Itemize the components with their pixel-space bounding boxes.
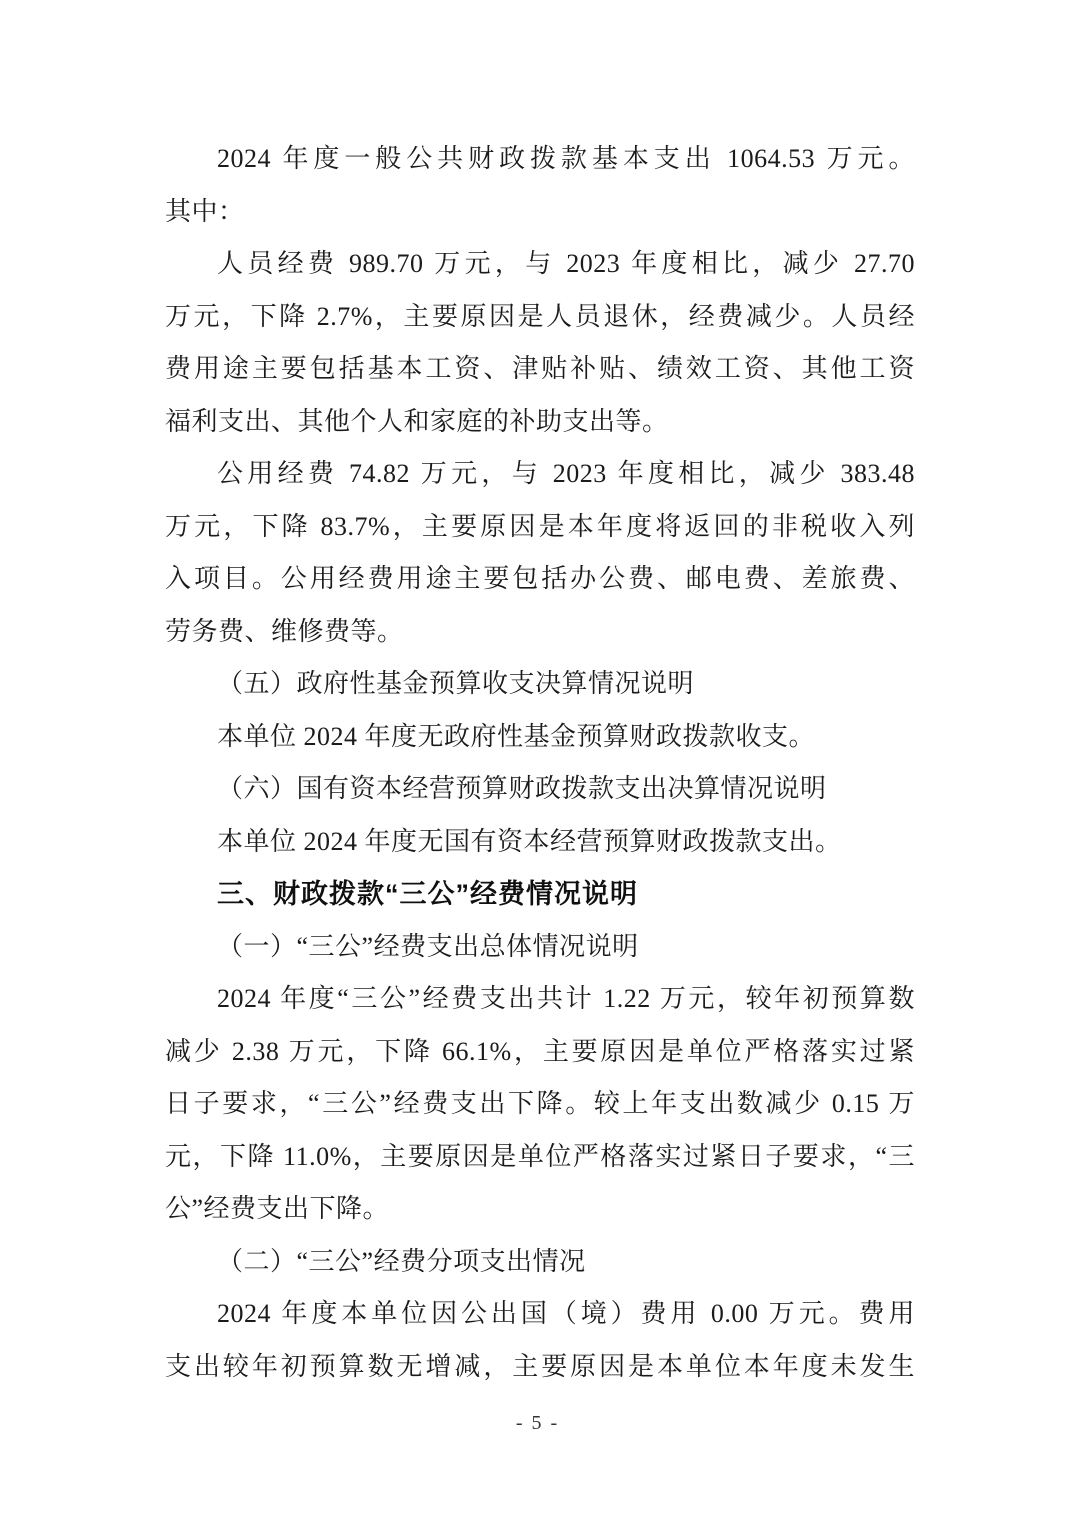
paragraph-line: 本单位 2024 年度无国有资本经营预算财政拨款支出。	[217, 826, 842, 856]
paragraph-line: 万元，下降 83.7%，主要原因是本年度将返回的非税收入列	[165, 511, 915, 541]
document-body	[165, 133, 915, 1393]
paragraph-line: 日子要求，“三公”经费支出下降。较上年支出数减少 0.15 万	[165, 1089, 915, 1118]
paragraph-line: 劳务费、维修费等。	[165, 616, 404, 646]
section-heading-3: 三、财政拨款“三公”经费情况说明	[217, 879, 638, 909]
subsection-heading-2: （二）“三公”经费分项支出情况	[217, 1246, 586, 1276]
paragraph-line: 福利支出、其他个人和家庭的补助支出等。	[165, 406, 669, 436]
paragraph-line: 本单位 2024 年度无政府性基金预算财政拨款收支。	[217, 721, 816, 751]
subsection-heading-6: （六）国有资本经营预算财政拨款支出决算情况说明	[217, 774, 827, 803]
paragraph-line: 2024 年度一般公共财政拨款基本支出 1064.53 万元。	[217, 144, 915, 173]
paragraph-line: 元，下降 11.0%，主要原因是单位严格落实过紧日子要求，“三	[165, 1141, 915, 1171]
page-number: - 5 -	[515, 1412, 560, 1434]
paragraph-line: 人员经费 989.70 万元，与 2023 年度相比，减少 27.70	[217, 249, 915, 278]
paragraph-line: 入项目。公用经费用途主要包括办公费、邮电费、差旅费、	[165, 564, 915, 593]
paragraph-line: 减少 2.38 万元，下降 66.1%，主要原因是单位严格落实过紧	[165, 1036, 915, 1066]
paragraph-line: 公”经费支出下降。	[165, 1194, 390, 1223]
paragraph-line: 支出较年初预算数无增减，主要原因是本单位本年度未发生	[165, 1351, 915, 1381]
paragraph-line: 2024 年度“三公”经费支出共计 1.22 万元，较年初预算数	[217, 984, 915, 1013]
paragraph-line: 万元，下降 2.7%，主要原因是人员退休，经费减少。人员经	[165, 301, 915, 331]
paragraph-line: 公用经费 74.82 万元，与 2023 年度相比，减少 383.48	[217, 459, 915, 488]
paragraph-line: 其中：	[165, 196, 245, 226]
paragraph-line: 2024 年度本单位因公出国（境）费用 0.00 万元。费用	[217, 1299, 915, 1328]
paragraph-line: 费用途主要包括基本工资、津贴补贴、绩效工资、其他工资	[165, 354, 915, 383]
subsection-heading-1: （一）“三公”经费支出总体情况说明	[217, 931, 639, 961]
subsection-heading-5: （五）政府性基金预算收支决算情况说明	[217, 669, 695, 698]
